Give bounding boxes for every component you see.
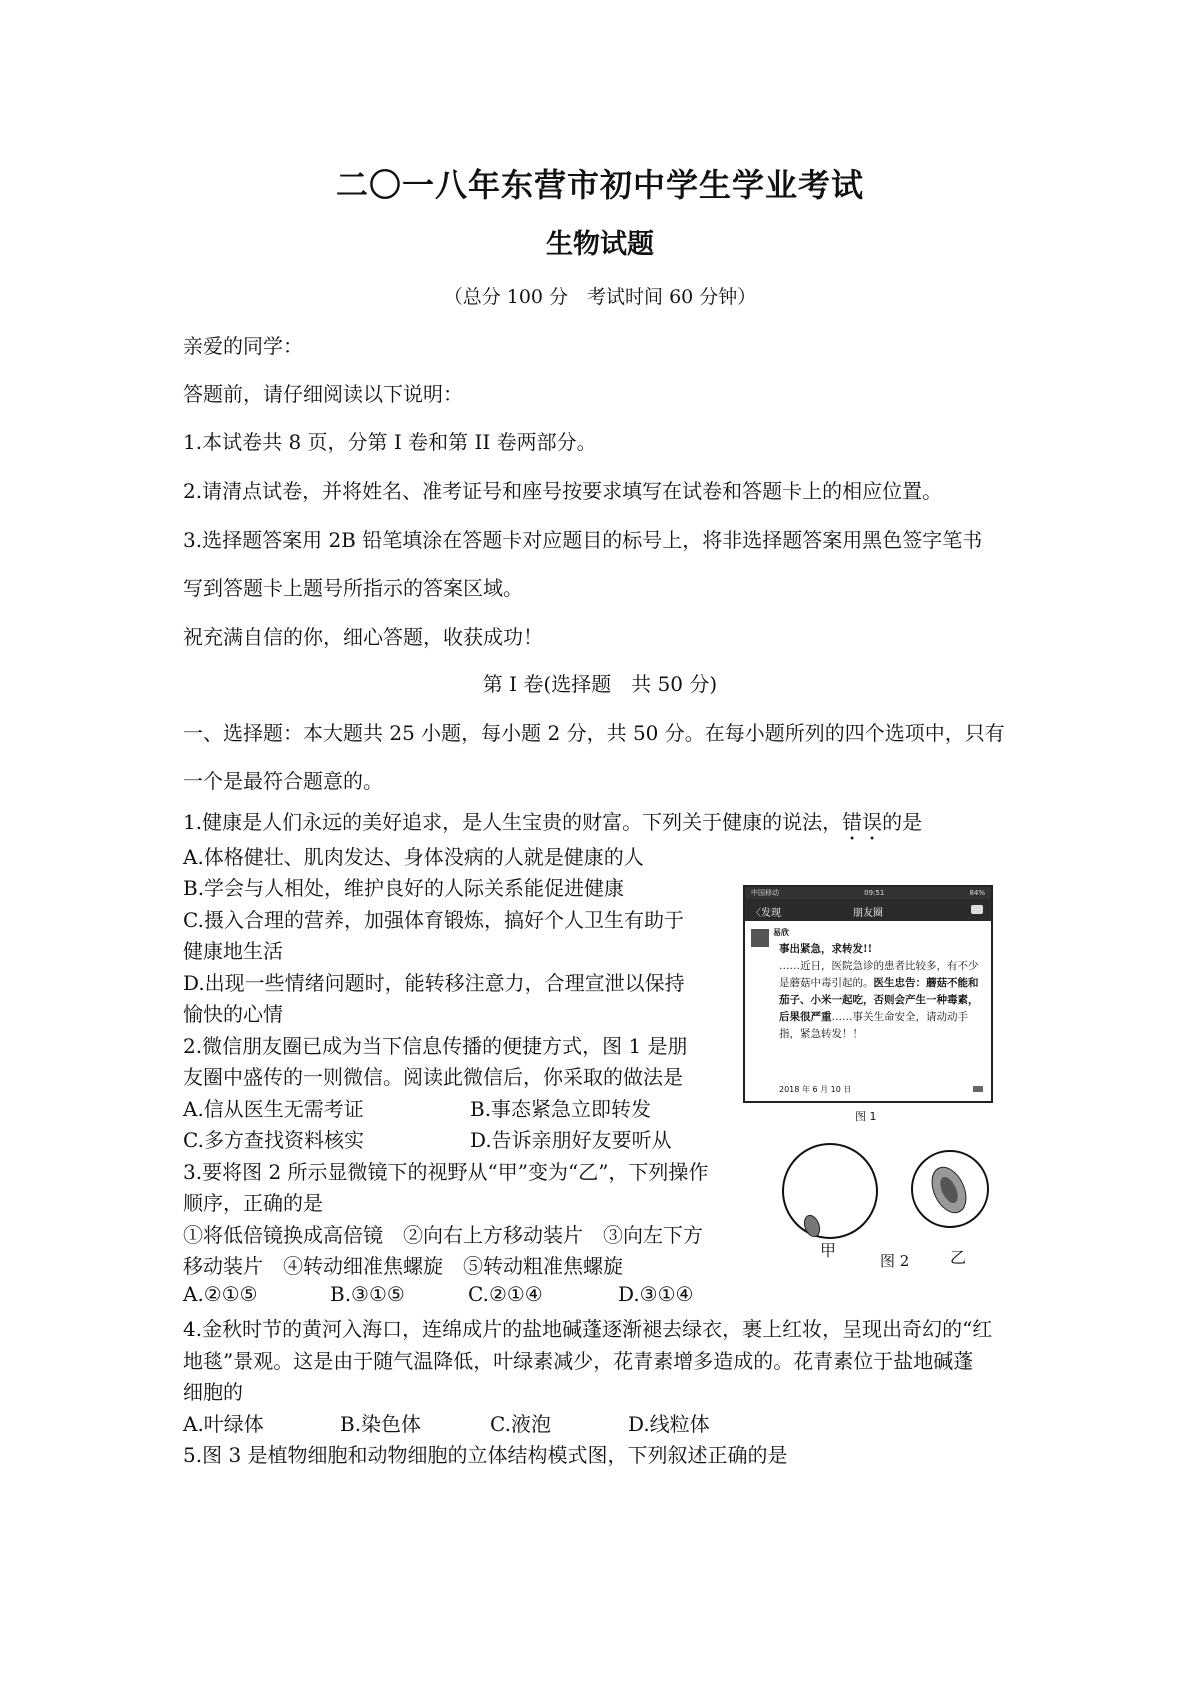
nav-title: 朋友圈 xyxy=(853,908,883,919)
q1-option-d2: 愉快的心情 xyxy=(183,1002,283,1026)
exam-info: （总分 100 分 考试时间 60 分钟） xyxy=(443,286,757,308)
exam-subtitle: 生物试题 xyxy=(546,229,654,260)
q3-operations-1: ①将低倍镜换成高倍镜 ②向右上方移动装片 ③向左下方 xyxy=(183,1223,703,1247)
q4-stem-3: 细胞的 xyxy=(183,1380,243,1404)
section-instruction-a: 一、选择题：本大题共 25 小题，每小题 2 分，共 50 分。在每小题所列的四个选项中，只有 xyxy=(183,721,1005,745)
q3-stem-2: 顺序，正确的是 xyxy=(183,1191,323,1215)
phone-status-bar xyxy=(745,887,991,899)
instruction-3a: 3.选择题答案用 2B 铅笔填涂在答题卡对应题目的标号上，将非选择题答案用黑色签字笔书 xyxy=(183,528,983,552)
camera-icon xyxy=(971,905,983,914)
q4-stem-2: 地毯”景观。这是由于随气温降低，叶绿素减少，花青素增多造成的。花青素位于盐地碱蓬 xyxy=(183,1349,974,1373)
q4-stem-1: 4.金秋时节的黄河入海口，连绵成片的盐地碱蓬逐渐褪去绿衣，裹上红妆，呈现出奇幻的“红 xyxy=(183,1317,993,1341)
post-body-bold: 医生忠告：蘑菇不能和茄子、小米一起吃，否则会产生一种毒素，后果很严重 xyxy=(779,977,979,1023)
phone-nav-bar xyxy=(745,899,991,921)
q2-stem-1: 2.微信朋友圈已成为当下信息传播的便捷方式，图 1 是朋 xyxy=(183,1034,688,1058)
post-message xyxy=(779,941,979,1043)
q1-option-a: A.体格健壮、肌肉发达、身体没病的人就是健康的人 xyxy=(183,845,644,869)
wish: 祝充满自信的你，细心答题，收获成功！ xyxy=(183,625,543,649)
status-time: 09:51 xyxy=(864,889,885,897)
q3-option-a: A.②①⑤ xyxy=(183,1282,258,1306)
q1-option-c1: C.摄入合理的营养，加强体育锻炼，搞好个人卫生有助于 xyxy=(183,908,684,932)
q4-option-b: B.染色体 xyxy=(340,1412,422,1436)
figure-1-wechat-screenshot xyxy=(743,885,993,1103)
q1-stem-pre: 1.健康是人们永远的美好追求，是人生宝贵的财富。下列关于健康的说法， xyxy=(183,810,843,834)
intro-lead: 答题前，请仔细阅读以下说明： xyxy=(183,382,463,406)
post-body-1: ……近日，医院急诊的患者比较多，有不少是蘑菇中毒引起的。 xyxy=(779,960,979,989)
post-headline: 事出紧急，求转发!! xyxy=(779,943,873,955)
avatar xyxy=(751,929,769,947)
q2-option-b: B.事态紧急立即转发 xyxy=(470,1097,652,1121)
field-jia-circle xyxy=(783,1144,877,1238)
q4-option-d: D.线粒体 xyxy=(628,1412,710,1436)
specimen-small xyxy=(802,1213,823,1238)
status-carrier: 中国移动 xyxy=(751,889,779,897)
q1-option-b: B.学会与人相处，维护良好的人际关系能促进健康 xyxy=(183,876,625,900)
q5-stem: 5.图 3 是植物细胞和动物细胞的立体结构模式图，下列叙述正确的是 xyxy=(183,1443,788,1467)
q3-operations-2: 移动装片 ④转动细准焦螺旋 ⑤转动粗准焦螺旋 xyxy=(183,1254,623,1278)
comment-icon xyxy=(973,1086,983,1092)
q3-option-d: D.③①④ xyxy=(618,1282,694,1306)
status-battery: 84% xyxy=(969,889,985,897)
q3-option-c: C.②①④ xyxy=(468,1282,543,1306)
instruction-1: 1.本试卷共 8 页，分第 I 卷和第 II 卷两部分。 xyxy=(183,430,597,454)
q2-option-c: C.多方查找资料核实 xyxy=(183,1128,364,1152)
post-date: 2018 年 6 月 10 日 xyxy=(779,1085,852,1094)
post-sender: 易欣 xyxy=(773,928,789,937)
q4-option-a: A.叶绿体 xyxy=(183,1412,264,1436)
q1-option-c2: 健康地生活 xyxy=(183,939,283,963)
q3-option-b: B.③①⑤ xyxy=(330,1282,405,1306)
instruction-2: 2.请清点试卷，并将姓名、准考证号和座号按要求填写在试卷和答题卡上的相应位置。 xyxy=(183,479,943,503)
q1-stem-post: 的是 xyxy=(882,810,923,834)
figure-2-caption: 图 2 xyxy=(880,1252,910,1270)
q2-option-a: A.信从医生无需考证 xyxy=(183,1097,364,1121)
figure-2-label-yi: 乙 xyxy=(950,1248,967,1267)
q1-stem-emphasis: 错误 xyxy=(842,810,883,834)
q1-option-d1: D.出现一些情绪问题时，能转移注意力，合理宣泄以保持 xyxy=(183,971,685,995)
q2-option-d: D.告诉亲朋好友要听从 xyxy=(470,1128,672,1152)
q4-option-c: C.液泡 xyxy=(490,1412,551,1436)
exam-title: 二〇一八年东营市初中学生学业考试 xyxy=(335,166,864,204)
instruction-3b: 写到答题卡上题号所指示的答案区域。 xyxy=(183,576,523,600)
greeting: 亲爱的同学： xyxy=(183,334,303,358)
q1-stem xyxy=(183,806,922,845)
nav-back: 〈发现 xyxy=(751,908,781,919)
q3-stem-1: 3.要将图 2 所示显微镜下的视野从“甲”变为“乙”，下列操作 xyxy=(183,1160,709,1184)
q2-stem-2: 友圈中盛传的一则微信。阅读此微信后，你采取的做法是 xyxy=(183,1065,683,1089)
figure-1-caption: 图 1 xyxy=(855,1110,877,1123)
section-heading: 第 I 卷(选择题 共 50 分) xyxy=(482,672,718,696)
figure-2-label-jia: 甲 xyxy=(820,1241,837,1260)
section-instruction-b: 一个是最符合题意的。 xyxy=(183,769,383,793)
post-body-2: ……事关生命安全，请动动手指，紧急转发！！ xyxy=(779,1011,968,1040)
